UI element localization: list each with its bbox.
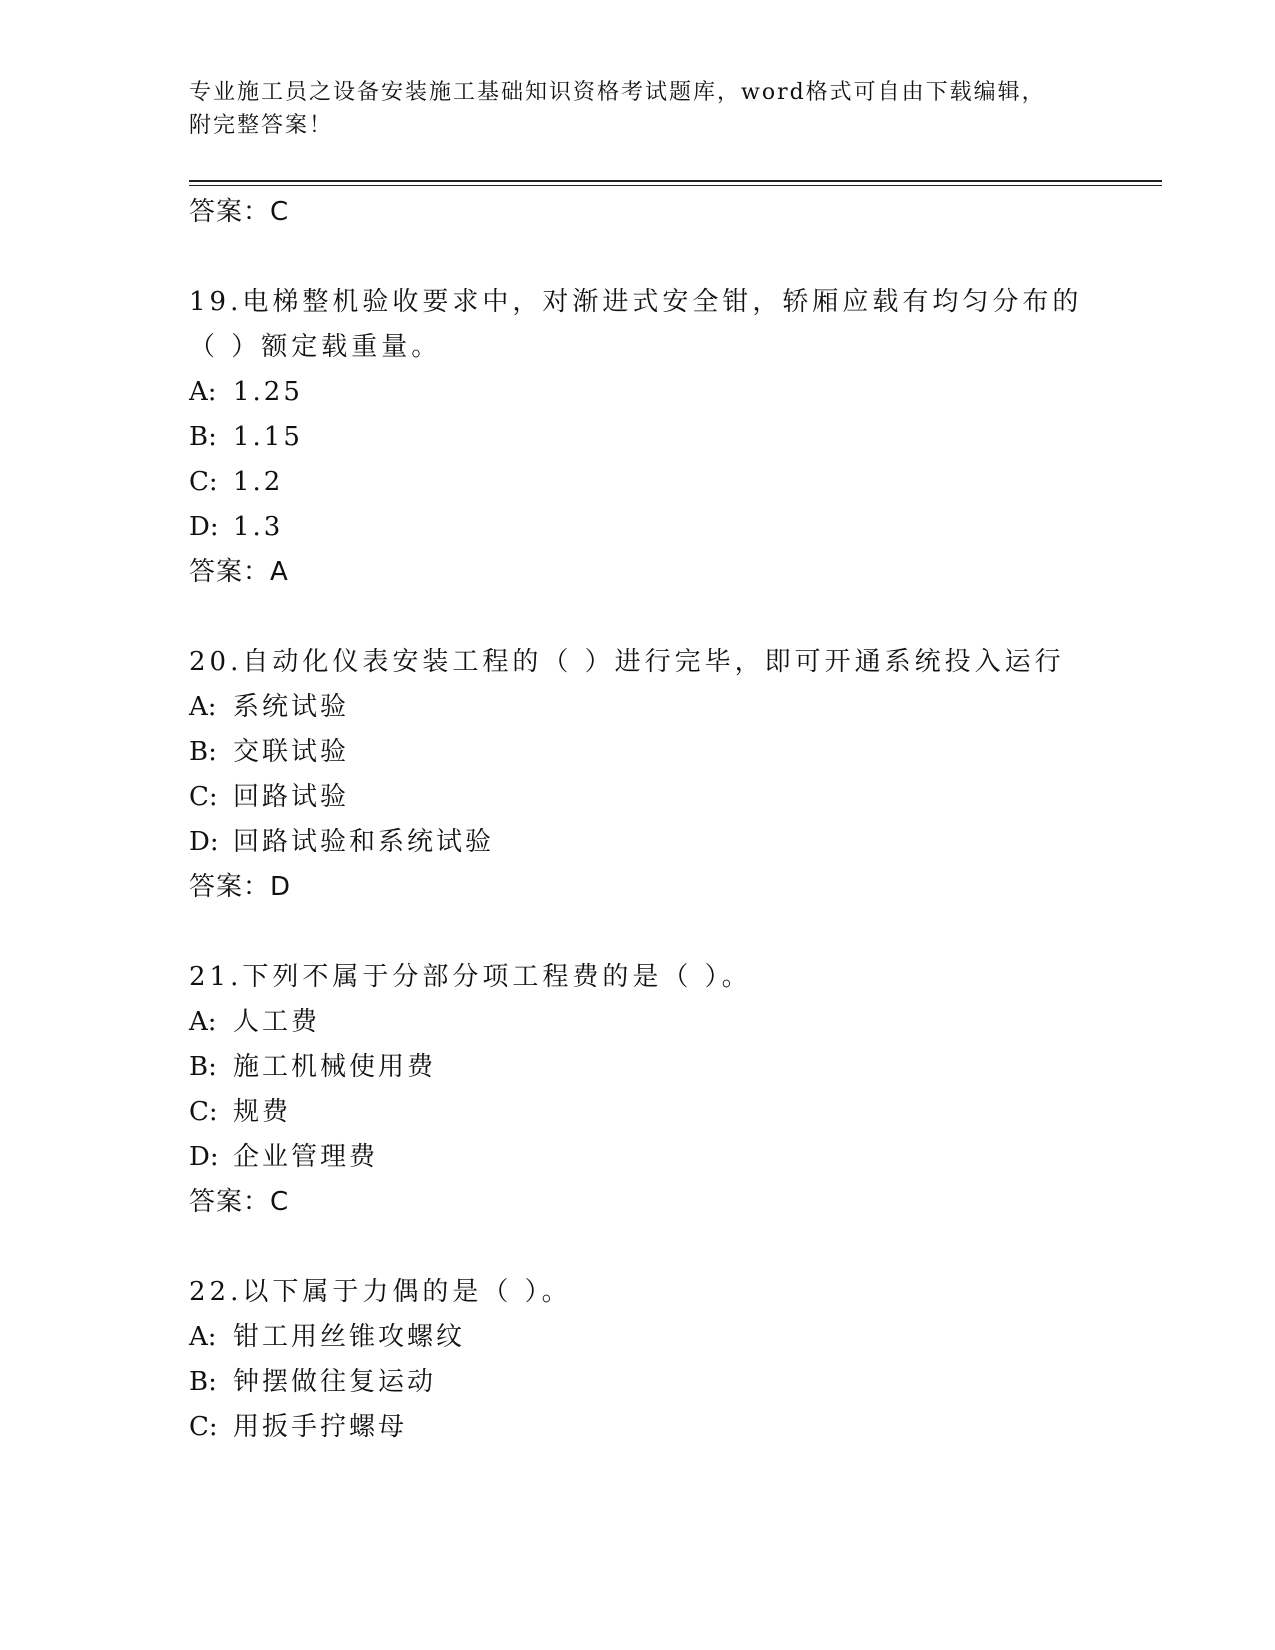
- header-divider-thin: [189, 185, 1162, 186]
- option-text: 1.3: [233, 512, 284, 542]
- option-text: 1.25: [233, 377, 303, 407]
- header-line-1: 专业施工员之设备安装施工基础知识资格考试题库，word格式可自由下载编辑，: [189, 80, 1046, 105]
- header-line-2: 附完整答案！: [189, 113, 334, 138]
- option-d: [189, 1135, 1089, 1180]
- option-label: B:: [189, 1367, 217, 1397]
- option-d: [189, 820, 1089, 865]
- option-label: A:: [189, 1322, 217, 1352]
- option-label: A:: [189, 377, 217, 407]
- option-label: B:: [189, 422, 217, 452]
- question-item: [189, 955, 1089, 1225]
- option-a: [189, 1315, 1089, 1360]
- option-label: D:: [189, 1142, 219, 1172]
- option-label: D:: [189, 512, 219, 542]
- option-text: 系统试验: [233, 692, 350, 722]
- answer-line: 答案：C: [189, 1187, 290, 1217]
- answer-line: 答案：D: [189, 872, 292, 902]
- option-b: [189, 730, 1089, 775]
- question-text: 21.下列不属于分部分项工程费的是（ ）。: [189, 962, 752, 992]
- option-a: [189, 370, 1089, 415]
- option-d: [189, 505, 1089, 550]
- option-text: 1.15: [233, 422, 303, 452]
- question-item: [189, 280, 1089, 595]
- option-label: B:: [189, 737, 217, 767]
- option-c: [189, 1090, 1089, 1135]
- answer-line: 答案：C: [189, 197, 290, 227]
- question-list: [189, 190, 1089, 1450]
- document-header: [189, 76, 1069, 142]
- option-label: B:: [189, 1052, 217, 1082]
- option-a: [189, 685, 1089, 730]
- option-label: D:: [189, 827, 219, 857]
- question-item: [189, 1270, 1089, 1450]
- option-c: [189, 775, 1089, 820]
- option-label: A:: [189, 692, 217, 722]
- header-divider-thick: [189, 180, 1162, 182]
- question-item: [189, 640, 1089, 910]
- option-text: 施工机械使用费: [233, 1052, 437, 1082]
- option-text: 钟摆做往复运动: [233, 1367, 437, 1397]
- answer-line: 答案：A: [189, 557, 289, 587]
- option-label: C:: [189, 1097, 218, 1127]
- option-label: C:: [189, 782, 218, 812]
- question-text: 20.自动化仪表安装工程的（ ）进行完毕，即可开通系统投入运行: [189, 647, 1065, 677]
- option-text: 人工费: [233, 1007, 321, 1037]
- option-label: C:: [189, 467, 218, 497]
- option-b: [189, 1045, 1089, 1090]
- option-text: 交联试验: [233, 737, 350, 767]
- option-text: 钳工用丝锥攻螺纹: [233, 1322, 466, 1352]
- option-a: [189, 1000, 1089, 1045]
- option-b: [189, 415, 1089, 460]
- option-b: [189, 1360, 1089, 1405]
- option-label: A:: [189, 1007, 217, 1037]
- option-text: 1.2: [233, 467, 284, 497]
- option-c: [189, 460, 1089, 505]
- option-text: 企业管理费: [233, 1142, 379, 1172]
- option-text: 回路试验和系统试验: [233, 827, 495, 857]
- question-text: 19.电梯整机验收要求中，对渐进式安全钳，轿厢应载有均匀分布的（ ）额定载重量。: [189, 287, 1083, 362]
- option-text: 用扳手拧螺母: [233, 1412, 408, 1442]
- question-text: 22.以下属于力偶的是（ ）。: [189, 1277, 572, 1307]
- option-label: C:: [189, 1412, 218, 1442]
- option-text: 规费: [233, 1097, 292, 1127]
- option-c: [189, 1405, 1089, 1450]
- option-text: 回路试验: [233, 782, 350, 812]
